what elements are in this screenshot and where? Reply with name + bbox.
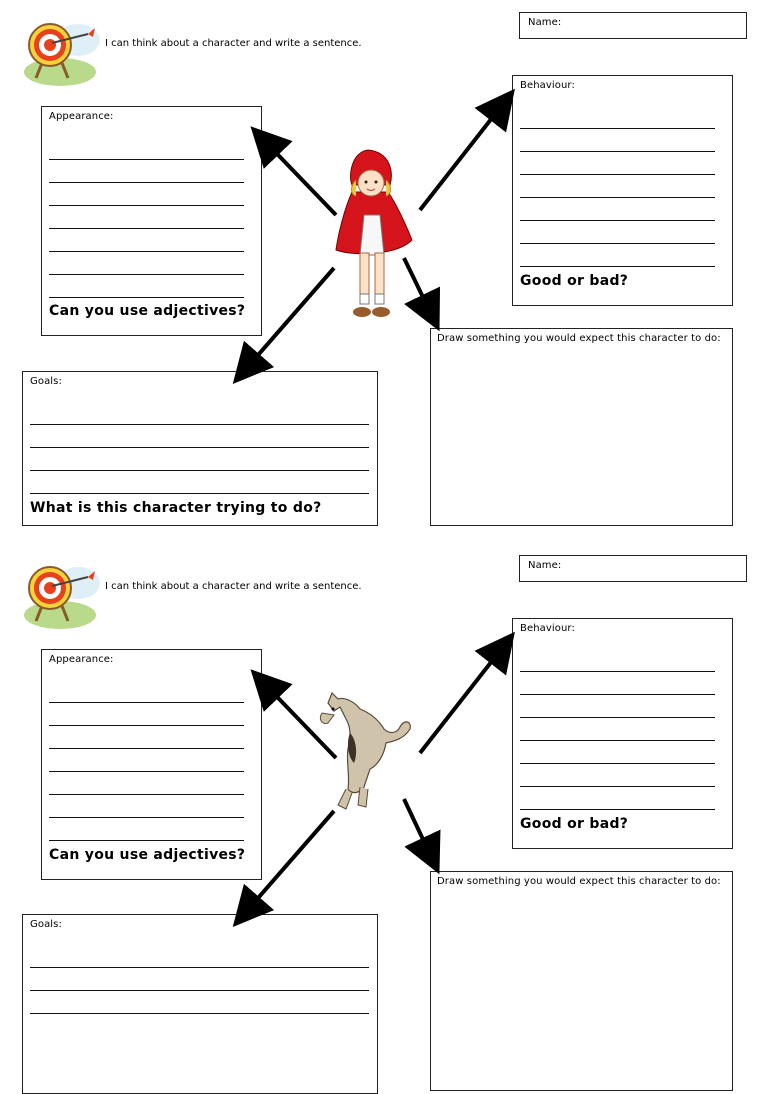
name-label: Name: xyxy=(528,560,562,571)
appearance-label: Appearance: xyxy=(49,111,114,122)
draw-label: Draw something you would expect this character to do: xyxy=(437,876,721,887)
goals-label: Goals: xyxy=(30,376,62,387)
name-label: Name: xyxy=(528,17,562,28)
worksheet-red-riding-hood xyxy=(0,0,768,543)
wolf-illustration xyxy=(0,543,768,1086)
appearance-prompt: Can you use adjectives? xyxy=(49,847,246,863)
behaviour-prompt: Good or bad? xyxy=(520,273,629,289)
behaviour-label: Behaviour: xyxy=(520,623,575,634)
appearance-label: Appearance: xyxy=(49,654,114,665)
learning-objective: I can think about a character and write a sentence. xyxy=(105,38,362,49)
worksheet-wolf xyxy=(0,543,768,1086)
appearance-prompt: Can you use adjectives? xyxy=(49,303,246,319)
goals-prompt: What is this character trying to do? xyxy=(30,500,322,516)
red-riding-hood-illustration xyxy=(0,0,768,543)
draw-label: Draw something you would expect this character to do: xyxy=(437,333,721,344)
goals-label: Goals: xyxy=(30,919,62,930)
behaviour-label: Behaviour: xyxy=(520,80,575,91)
learning-objective: I can think about a character and write a sentence. xyxy=(105,581,362,592)
behaviour-prompt: Good or bad? xyxy=(520,816,629,832)
